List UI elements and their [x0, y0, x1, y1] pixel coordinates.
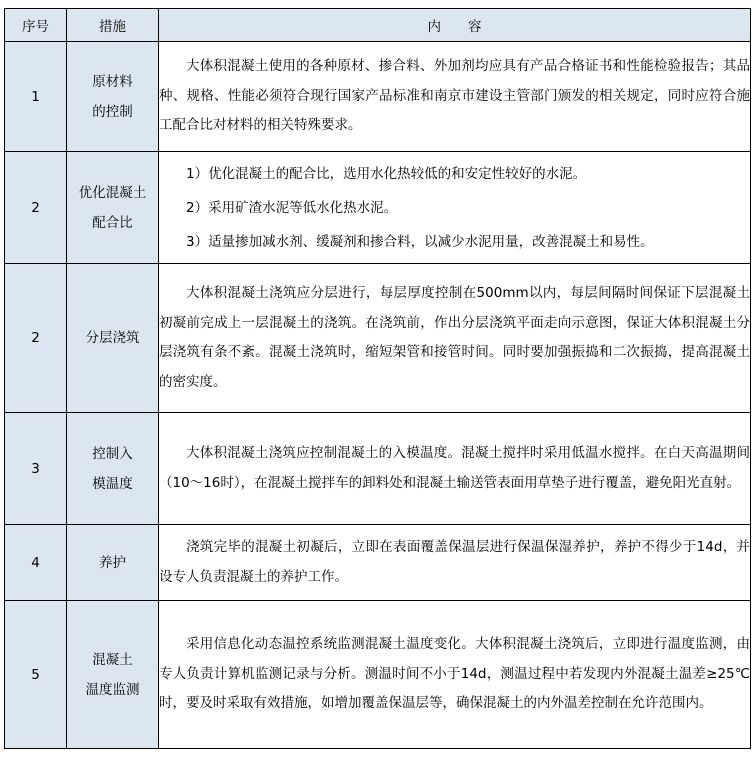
measure-cell: [67, 152, 159, 264]
measure-cell: [67, 264, 159, 413]
measure-line: 分层浇筑: [85, 330, 140, 346]
header-row: [5, 9, 751, 42]
content-text: 采用信息化动态温控系统监测混凝土温度变化。大体积混凝土浇筑后，立即进行温度监测，由专人负责计算机监测记录与分析。测温时间不小于14d，测温过程中若发现内外混凝土温差≥25℃时，要及时采取有效措施，如增加覆盖保温层等，确保混凝土的内外温差控制在允许范围内。: [159, 636, 750, 712]
measure-line: 养护: [99, 554, 126, 571]
content-cell: [159, 601, 751, 749]
measures-table: [4, 8, 751, 749]
table-row: [5, 413, 751, 525]
list-item: 3）适量掺加减水剂、缓凝剂和掺合料，以减少水泥用量，改善混凝土和易性。: [186, 233, 654, 250]
measure-line: 混凝土: [92, 651, 133, 668]
row-number: 2: [5, 152, 67, 264]
row-number: 5: [5, 601, 67, 749]
row-number: 3: [5, 413, 67, 525]
measure-line: 模温度: [92, 475, 133, 492]
content-text: 浇筑完毕的混凝土初凝后，立即在表面覆盖保温层进行保温保湿养护，养护不得少于14d，并设专人负责混凝土的养护工作。: [159, 539, 750, 585]
measure-line: 优化混凝土: [78, 184, 147, 201]
measure-cell: [67, 601, 159, 749]
measure-line: 的控制: [92, 103, 133, 120]
content-cell: [159, 42, 751, 152]
row-number: 4: [5, 525, 67, 601]
content-text: 大体积混凝土浇筑应分层进行，每层厚度控制在500mm以内，每层间隔时间保证下层混凝土初凝前完成上一层混凝土的浇筑。在浇筑前，作出分层浇筑平面走向示意图，保证大体积混凝土分层浇筑有条不紊。混凝土浇筑时，缩短架管和接管时间。同时要加强振捣和二次振捣，提高混凝土的密实度。: [159, 285, 750, 390]
row-number: 1: [5, 42, 67, 152]
content-cell: [159, 152, 751, 264]
measure-line: 控制入: [92, 445, 133, 462]
content-cell: [159, 525, 751, 601]
measure-line: 配合比: [92, 214, 133, 231]
table-row: [5, 152, 751, 264]
row-number: 2: [5, 264, 67, 413]
table-row: [5, 264, 751, 413]
table-row: [5, 601, 751, 749]
content-cell: [159, 413, 751, 525]
list-item: 1）优化混凝土的配合比，选用水化热较低的和安定性较好的水泥。: [186, 165, 587, 182]
content-text: 大体积混凝土使用的各种原材、掺合料、外加剂均应具有产品合格证书和性能检验报告；其品种、规格、性能必须符合现行国家产品标准和南京市建设主管部门颁发的相关规定，同时应符合施工配合比对材料的相关特殊要求。: [159, 58, 750, 134]
measure-cell: [67, 413, 159, 525]
content-text: 大体积混凝土浇筑应控制混凝土的入模温度。混凝土搅拌时采用低温水搅拌。在白天高温期间（10～16时），在混凝土搅拌车的卸料处和混凝土输送管表面用草垫子进行覆盖，避免阳光直射。: [159, 445, 750, 491]
header-measure: 措施: [67, 9, 159, 42]
list-item: 2）采用矿渣水泥等低水化热水泥。: [186, 199, 398, 216]
content-list: [159, 157, 750, 259]
content-cell: [159, 264, 751, 413]
header-content: 内 容: [159, 9, 751, 42]
table-row: [5, 42, 751, 152]
table-row: [5, 525, 751, 601]
header-no: 序号: [5, 9, 67, 42]
measure-line: 温度监测: [85, 681, 140, 698]
measure-cell: [67, 42, 159, 152]
measure-cell: [67, 525, 159, 601]
measure-line: 原材料: [92, 73, 133, 90]
